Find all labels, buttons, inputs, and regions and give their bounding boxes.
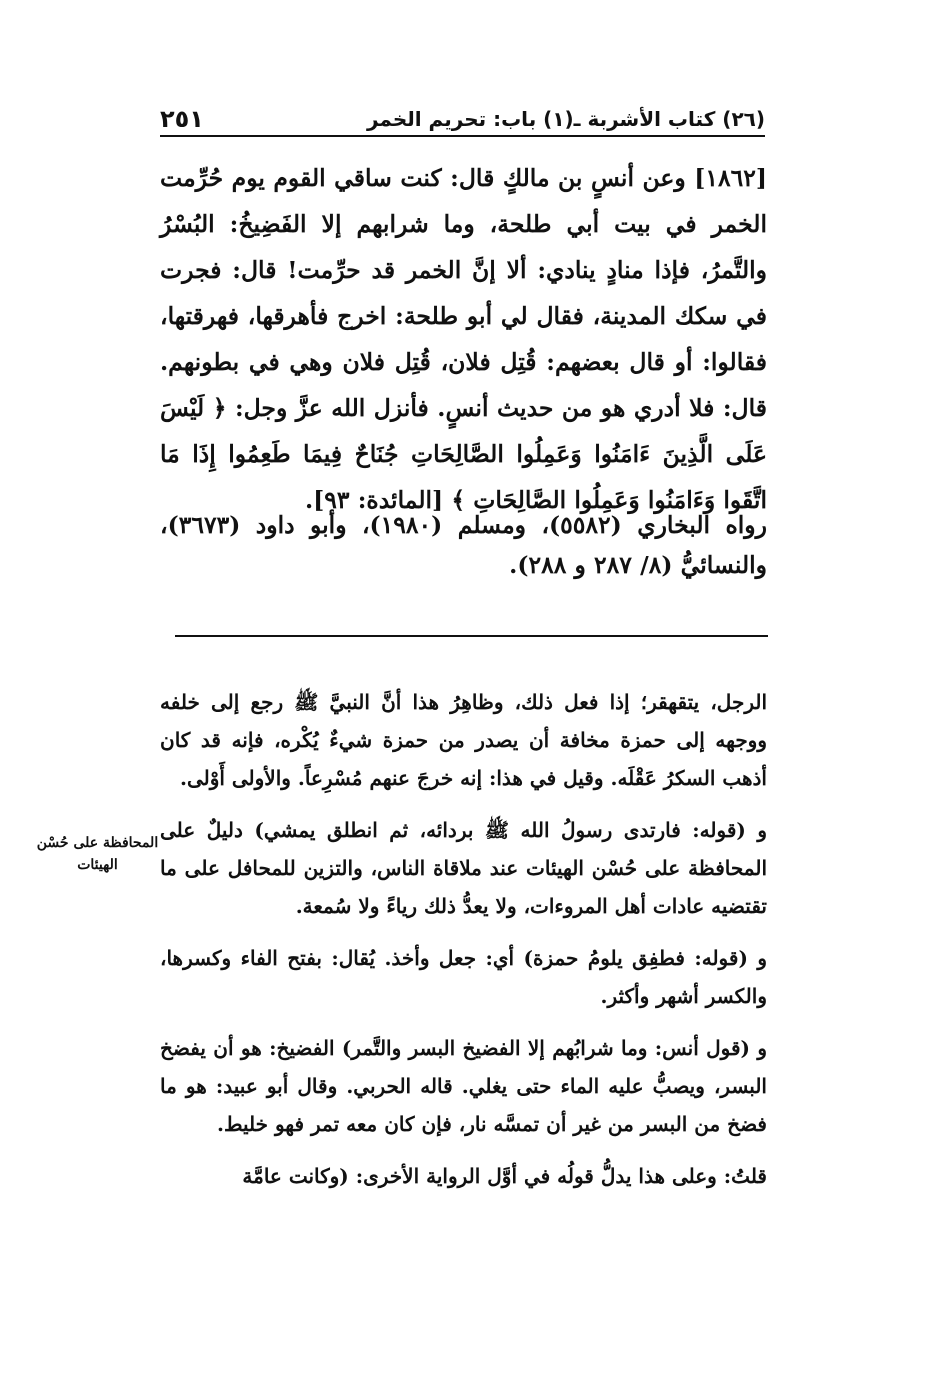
running-title: (٢٦) كتاب الأشربة ـ(١) باب: تحريم الخمر [366, 107, 765, 131]
sources-block [160, 505, 767, 585]
commentary-paragraph: و (قول أنس: وما شرابُهم إلا الفضيخ البسر والتَّمر) الفضيخ: هو أن يفضخ البسر، ويصبُّ عليه الماء حتى يغلي. قاله الحربي. وقال أبو عبيد: هو ما فضخ من البسر من غير أن تمسَّه نار، فإن كان معه تمر فهو خليط. [160, 1036, 767, 1136]
commentary-block [160, 683, 767, 1209]
commentary-paragraph: قلتُ: وعلى هذا يدلُّ قولُه في أوَّل الرواية الأخرى: (وكانت عامَّة [242, 1164, 767, 1188]
hadith-text: [١٨٦٢] وعن أنسٍ بن مالكٍ قال: كنت ساقي القوم يوم حُرِّمت الخمر في بيت أبي طلحة، وما شرابهم إلا الفَضِيخُ: البُسْرُ والتَّمرُ، فإذا منادٍ ينادي: ألا إنَّ الخمر قد حرِّمت! قال: فجرت في سكك المدينة، فقال لي أبو طلحة: اخرج فأهرقها، فهرقتها، فقالوا: أو قال بعضهم: قُتِل فلان، قُتِل فلان وهي في بطونهم. قال: فلا أدري هو من حديث أنسٍ. فأنزل الله عزَّ وجل: [160, 164, 767, 422]
commentary-paragraph: و (قوله: فارتدى رسولُ الله ﷺ بردائه، ثم انطلق يمشي) دليلٌ على المحافظة على حُسْن الهيئات عند ملاقاة الناس، والتزين للمحافل على ما تقتضيه عادات أهل المروءات، ولا يعدُّ ذلك رياءً ولا سُمعة. [160, 818, 767, 918]
verse-citation: [المائدة: ٩٣]. [304, 486, 444, 514]
quran-verse: ﴿ لَيْسَ عَلَى الَّذِينَ ءَامَنُوا وَعَمِلُوا الصَّالِحَاتِ جُنَاحٌ فِيمَا طَعِمُوا إِذَا مَا اتَّقَوا وَءَامَنُوا وَعَمِلُوا الصَّالِحَاتِ ﴾ [160, 394, 767, 514]
commentary-paragraph: الرجل، يتقهقر؛ إذا فعل ذلك، وظاهِرُ هذا أنَّ النبيَّ ﷺ رجع إلى خلفه ووجهه إلى حمزة مخافة أن يصدر من حمزة شيءٌ يُكْره، فإنه قد كان أذهب السكرُ عَقْلَه. وقيل في هذا: إنه خرجَ عنهم مُسْرِعاً. والأولى أَوْلى. [160, 690, 767, 790]
hadith-block [160, 155, 767, 523]
sources-text: رواه البخاري (٥٥٨٢)، ومسلم (١٩٨٠)، وأبو داود (٣٦٧٣)، والنسائيُّ (٨/ ٢٨٧ و ٢٨٨). [160, 511, 768, 579]
page-header [160, 95, 765, 137]
section-divider [175, 635, 768, 637]
commentary-paragraph: و (قوله: فطفِق يلومُ حمزة) أي: جعل وأخذ. يُقال: بفتح الفاء وكسرها، والكسر أشهر وأكثر. [160, 946, 767, 1008]
page-number: ٢٥١ [160, 105, 204, 133]
margin-note: المحافظة على حُسْن الهيئات [36, 835, 159, 873]
